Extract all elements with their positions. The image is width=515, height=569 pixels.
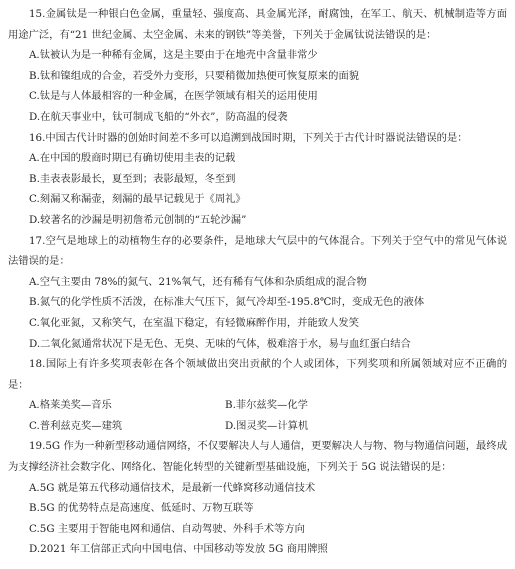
option-b: B.菲尔兹奖—化学 <box>225 399 308 412</box>
option-a: A.钛被认为是一种稀有金属，这是主要由于在地壳中含量非常少 <box>29 49 318 62</box>
option-a: A.空气主要由 78%的氮气、21%氧气，还有稀有气体和杂质组成的混合物 <box>29 275 367 288</box>
question-18 <box>8 354 507 436</box>
question-17 <box>8 231 507 355</box>
options-row <box>8 395 507 416</box>
question-16 <box>8 128 507 231</box>
question-stem: 18.国际上有许多奖项表彰在各个领域做出突出贡献的个人或团体，下列奖项和所属领域对应不正确的是： <box>8 358 507 391</box>
option-c: C.钛是与人体最相容的一种金属，在医学领域有相关的运用使用 <box>29 90 318 103</box>
option-c: C.刻漏又称漏壶，刻漏的最早记载见于《周礼》 <box>29 193 246 206</box>
option-a: A.格莱美奖—音乐 <box>29 399 112 412</box>
option-c: C.氧化亚氮，又称笑气，在室温下稳定，有轻微麻醉作用，并能致人发笑 <box>29 316 359 329</box>
option-c: C.普利兹克奖—建筑 <box>29 419 123 432</box>
option-d: D.二氧化氮通常状况下是无色、无臭、无味的气体，极难溶于水，易与血红蛋白结合 <box>29 337 411 350</box>
question-15 <box>8 4 507 128</box>
option-b: B.圭表表影最长，夏至到；表影最短，冬至到 <box>29 172 236 185</box>
option-d: D.2021 年工信部正式向中国电信、中国移动等发放 5G 商用牌照 <box>29 543 328 556</box>
question-19 <box>8 436 507 560</box>
option-a: A.在中国的殷商时期已有确切使用圭表的记载 <box>29 152 236 165</box>
question-stem: 19.5G 作为一种新型移动通信网络，不仅要解决人与人通信，更要解决人与物、物与物通信问题，最终成为支撑经济社会数字化、网络化、智能化转型的关键新型基础设施，下列关于 5G 说法错误的是： <box>8 440 507 474</box>
options-row <box>8 416 507 437</box>
option-a: A.5G 就是第五代移动通信技术，是最新一代蜂窝移动通信技术 <box>29 481 316 494</box>
question-stem: 15.金属钛是一种银白色金属，重量轻、强度高、具金属光泽，耐腐蚀，在军工、航天、机械制造等方面用途广泛，有“21 世纪金属、太空金属、未来的钢铁”等美誉，下列关于金属钛说法错误的是： <box>8 8 507 41</box>
option-d: D.较著名的沙漏是明初詹希元创制的“五轮沙漏” <box>29 213 247 226</box>
question-stem: 17.空气是地球上的动植物生存的必要条件，是地球大气层中的气体混合。下列关于空气中的常见气体说法错误的是： <box>8 234 507 268</box>
option-c: C.5G 主要用于智能电网和通信、自动驾驶、外科手术等方向 <box>29 522 305 535</box>
option-b: B.5G 的优势特点是高速度、低延时、万物互联等 <box>29 502 254 515</box>
option-b: B.钛和镍组成的合金，若受外力变形，只要稍微加热便可恢复原来的面貌 <box>29 69 360 82</box>
option-b: B.氮气的化学性质不活泼，在标准大气压下，氮气冷却至-195.8℃时，变成无色的液体 <box>29 296 425 309</box>
option-d: D.图灵奖—计算机 <box>225 419 309 432</box>
question-stem: 16.中国古代计时器的创始时间差不多可以追溯到战国时期，下列关于古代计时器说法错误的是： <box>29 131 468 144</box>
option-d: D.在航天事业中，钛可制成飞船的“外衣”，防高温的侵袭 <box>29 110 288 123</box>
